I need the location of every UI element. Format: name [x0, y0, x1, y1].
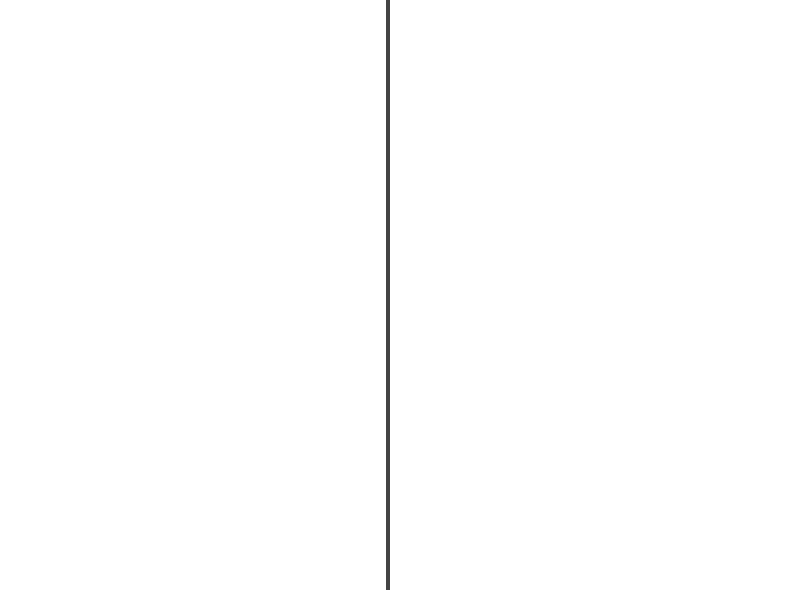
left-page [0, 0, 386, 590]
right-page [390, 0, 788, 590]
